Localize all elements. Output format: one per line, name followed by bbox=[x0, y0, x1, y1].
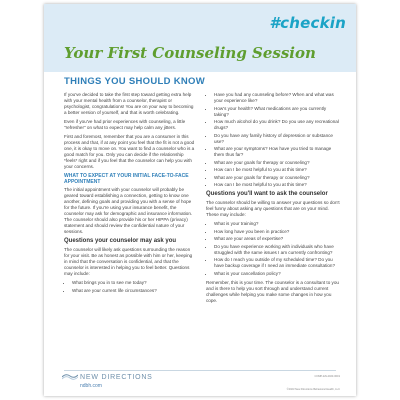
list-item: • What are your goals for therapy or counseling? bbox=[214, 175, 340, 181]
counselor-questions-continued-list bbox=[206, 92, 340, 188]
list-item: • What are your areas of expertise? bbox=[214, 236, 340, 242]
list-item: • What is your cancellation policy? bbox=[214, 271, 340, 277]
list-item: • How do I reach you outside of my scheduled time? Do you have backup coverage if I need an immediate consultation? bbox=[214, 257, 340, 269]
closing-paragraph: Remember, this is your time. The counselor is a consultant to you and is there to help you sort through and understand current challenges while helping you make some changes in how you cope. bbox=[206, 279, 339, 303]
list-item: • How can I be most helpful to you at this time? bbox=[214, 167, 340, 173]
intro-paragraph-2: Even if you've had prior experiences with counseling, a little "refresher" on what to expect may help calm any jitters. bbox=[64, 119, 186, 130]
document-code: COMP-EN-2023-0019 bbox=[314, 375, 340, 378]
section-heading: THINGS YOU SHOULD KNOW bbox=[64, 76, 206, 87]
expect-paragraph: The initial appointment with your counselor will probably be geared toward establishing a connection, getting to know one another, defining goals and providing you with a sense of hope for the future. If you're using your insurance benefit, the counselor may ask for demographic and insurance information. The counselor should also provide his or her HIPPA (privacy) statement and should review the confidential nature of your sessions. bbox=[64, 187, 193, 234]
list-item: • Have you had any counseling before? When and what was your experience like? bbox=[214, 92, 340, 104]
ask-counselor-heading: Questions you'll want to ask the counselor bbox=[206, 191, 328, 197]
list-item: • Do you have experience working with individuals who have struggled with the same issues I am currently confronting? bbox=[214, 244, 340, 256]
ask-counselor-list bbox=[206, 221, 340, 277]
list-item: • What are your symptoms? How have you tried to manage them thus far? bbox=[214, 146, 340, 158]
brand-name: NEW DIRECTIONS bbox=[80, 374, 153, 381]
wave-logo-icon bbox=[62, 372, 78, 380]
expect-heading: WHAT TO EXPECT AT YOUR INITIAL FACE-TO-FACE APPOINTMENT bbox=[64, 173, 189, 185]
flyer-page bbox=[44, 4, 356, 396]
list-item: • How much alcohol do you drink? Do you use any recreational drugs? bbox=[214, 119, 340, 131]
checkin-hashtag: #checkin bbox=[269, 14, 346, 32]
list-item: • What is your training? bbox=[214, 221, 340, 227]
intro-paragraph-1: If you've decided to take the first step toward getting extra help with your mental health from a counselor, therapist or psychologist, congratulations! You are on your way to becoming a better version of yourself, and that is worth celebrating. bbox=[64, 92, 194, 115]
counselor-questions-paragraph: The counselor will likely ask questions surrounding the reason for your visit. Be as honest as possible with him or her, keeping in mind that the conversation is confidential, and that the counselor is interested in helping you to feel better. Questions may include: bbox=[64, 247, 193, 276]
document-title: Your First Counseling Session bbox=[64, 44, 316, 62]
list-item: • How long have you been in practice? bbox=[214, 229, 340, 235]
list-item: • What brings you in to see me today? bbox=[72, 280, 196, 286]
copyright-text: ©2023 New Directions Behavioral Health, LLC bbox=[286, 388, 340, 391]
right-column bbox=[206, 92, 340, 307]
brand-url: ndbh.com bbox=[80, 383, 102, 389]
left-column bbox=[64, 92, 196, 297]
list-item: • What are your goals for therapy or counseling? bbox=[214, 160, 340, 166]
list-item: • What are your current life circumstances? bbox=[72, 288, 196, 294]
list-item: • How can I be most helpful to you at this time? bbox=[214, 182, 340, 188]
counselor-questions-heading: Questions your counselor may ask you bbox=[64, 238, 177, 244]
intro-paragraph-3: First and foremost, remember that you are a consumer in this process and that, if at any point you feel that the fit is not a good one, it is okay to move on. You want to find a counselor who is a good match for you. Only you can decide if the relationship *feels* right and if you feel that the counselor can help you with your concerns. bbox=[64, 134, 195, 169]
counselor-questions-list bbox=[64, 280, 196, 294]
footer-divider bbox=[64, 370, 336, 371]
list-item: • Do you have any family history of depression or substance use? bbox=[214, 133, 340, 145]
ask-counselor-paragraph: The counselor should be willing to answer your questions so don't feel funny about asking any questions that are on your mind. These may include: bbox=[206, 200, 340, 217]
list-item: • How's your health? What medications are you currently taking? bbox=[214, 106, 340, 118]
